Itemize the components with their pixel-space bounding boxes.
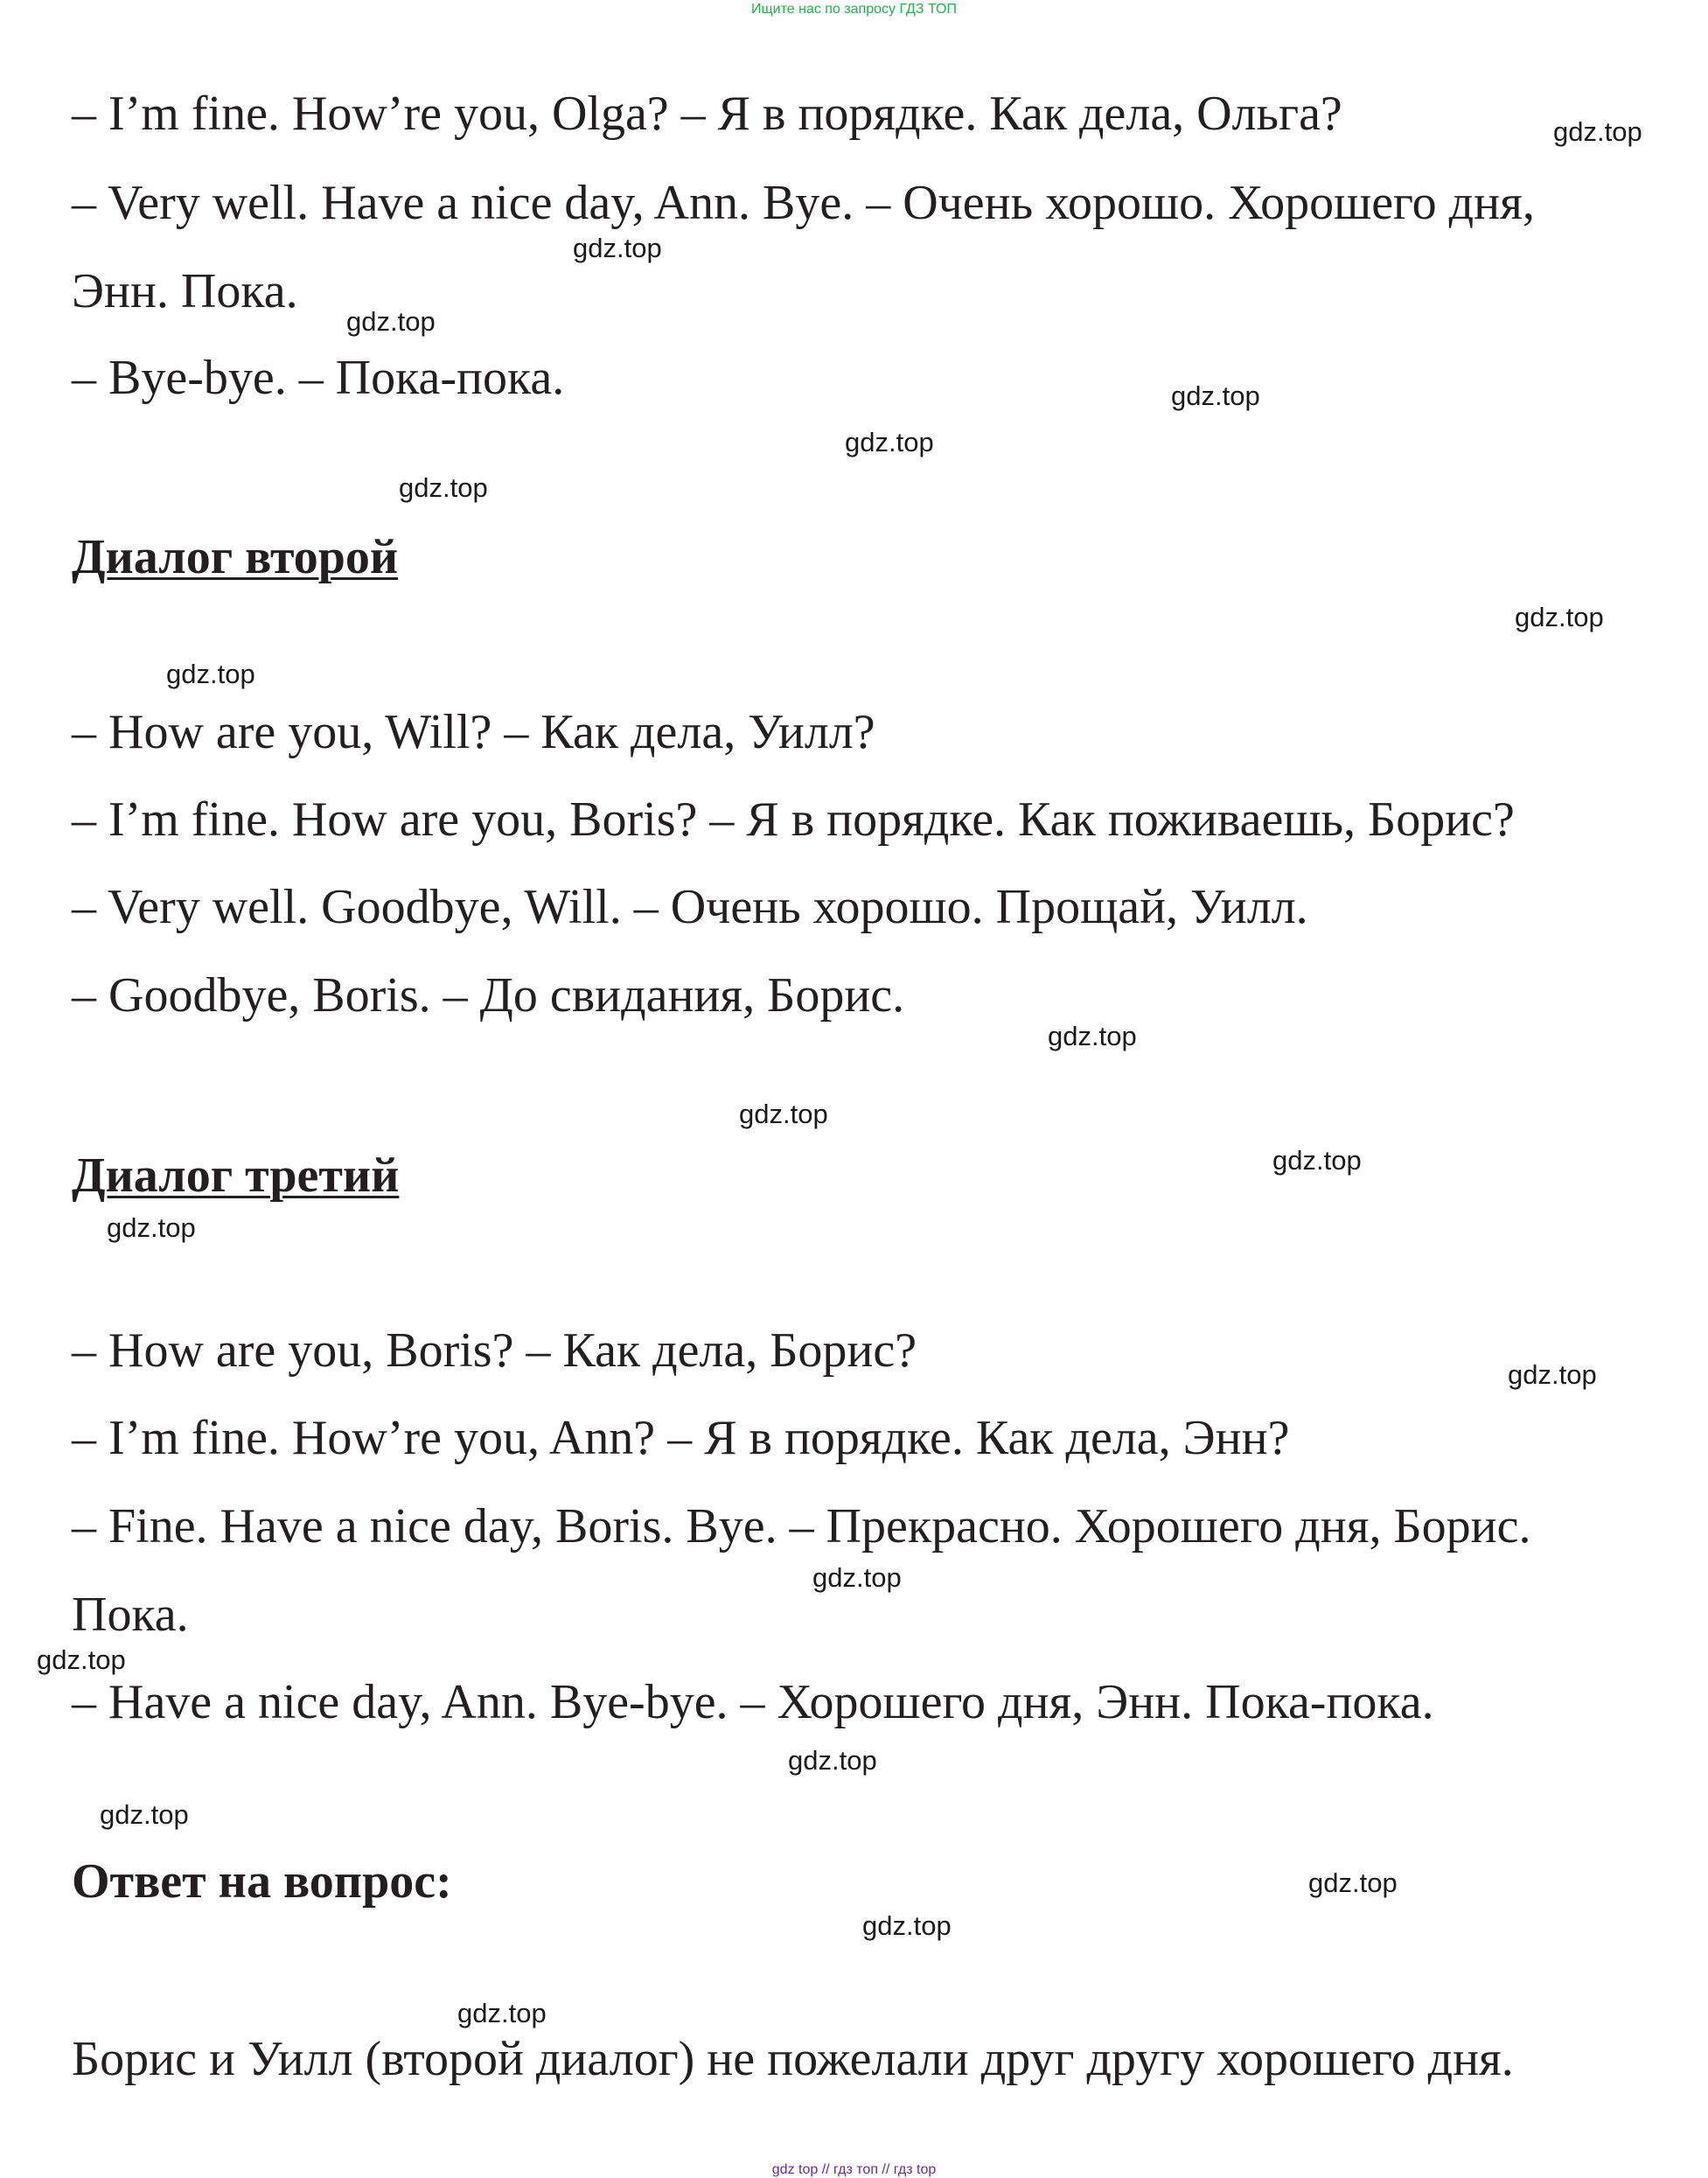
dialog3-line-1: – How are you, Boris? – Как дела, Борис?: [72, 1323, 917, 1378]
watermark: gdz.top: [1272, 1145, 1362, 1176]
dialog1-line-1: – I’m fine. How’re you, Olga? – Я в порядке. Как дела, Ольга?: [72, 87, 1342, 141]
watermark: gdz.top: [1553, 116, 1642, 147]
dialog2-line-3: – Very well. Goodbye, Will. – Очень хорошо. Прощай, Уилл.: [72, 880, 1308, 934]
footer: gdz top // гдз топ // гдз top: [771, 2162, 937, 2177]
watermark: gdz.top: [457, 1998, 547, 2028]
dialog2-line-1: – How are you, Will? – Как дела, Уилл?: [72, 705, 875, 759]
watermark: gdz.top: [1171, 380, 1260, 411]
watermark: gdz.top: [1508, 1359, 1597, 1390]
dialog1-line-2: – Very well. Have a nice day, Ann. Bye. – Очень хорошо. Хорошего дня,: [72, 176, 1535, 230]
watermark: gdz.top: [1048, 1021, 1137, 1051]
watermark: gdz.top: [573, 233, 662, 263]
dialog3-line-5: – Have a nice day, Ann. Bye-bye. – Хорошего дня, Энн. Пока-пока.: [72, 1675, 1434, 1729]
dialog3-line-4: Пока.: [72, 1588, 189, 1642]
dialog3-line-3: – Fine. Have a nice day, Boris. Bye. – Прекрасно. Хорошего дня, Борис.: [72, 1499, 1531, 1553]
watermark: gdz.top: [37, 1644, 126, 1675]
watermark: gdz.top: [1515, 602, 1604, 632]
watermark: gdz.top: [739, 1099, 828, 1129]
answer-heading: Ответ на вопрос:: [72, 1854, 452, 1909]
watermark: gdz.top: [166, 659, 255, 689]
dialog2-line-4: – Goodbye, Boris. – До свидания, Борис.: [72, 968, 905, 1023]
dialog3-heading: Диалог третий: [72, 1148, 400, 1203]
watermark: gdz.top: [788, 1745, 877, 1776]
dialog2-heading: Диалог второй: [72, 530, 399, 584]
watermark: gdz.top: [100, 1799, 189, 1830]
watermark: gdz.top: [399, 472, 488, 503]
answer-text: Борис и Уилл (второй диалог) не пожелали друг другу хорошего дня.: [72, 2032, 1514, 2086]
top-banner: Ищите нас по запросу ГДЗ ТОП: [751, 2, 957, 17]
watermark: gdz.top: [845, 427, 934, 457]
watermark: gdz.top: [1308, 1867, 1398, 1898]
watermark: gdz.top: [107, 1212, 196, 1243]
watermark: gdz.top: [812, 1562, 902, 1593]
dialog3-line-2: – I’m fine. How’re you, Ann? – Я в порядке. Как дела, Энн?: [72, 1411, 1290, 1465]
watermark: gdz.top: [346, 306, 436, 337]
dialog1-line-4: – Bye-bye. – Пока-пока.: [72, 351, 565, 405]
dialog1-line-3: Энн. Пока.: [72, 264, 298, 318]
watermark: gdz.top: [862, 1910, 952, 1941]
dialog2-line-2: – I’m fine. How are you, Boris? – Я в порядке. Как поживаешь, Борис?: [72, 792, 1515, 847]
